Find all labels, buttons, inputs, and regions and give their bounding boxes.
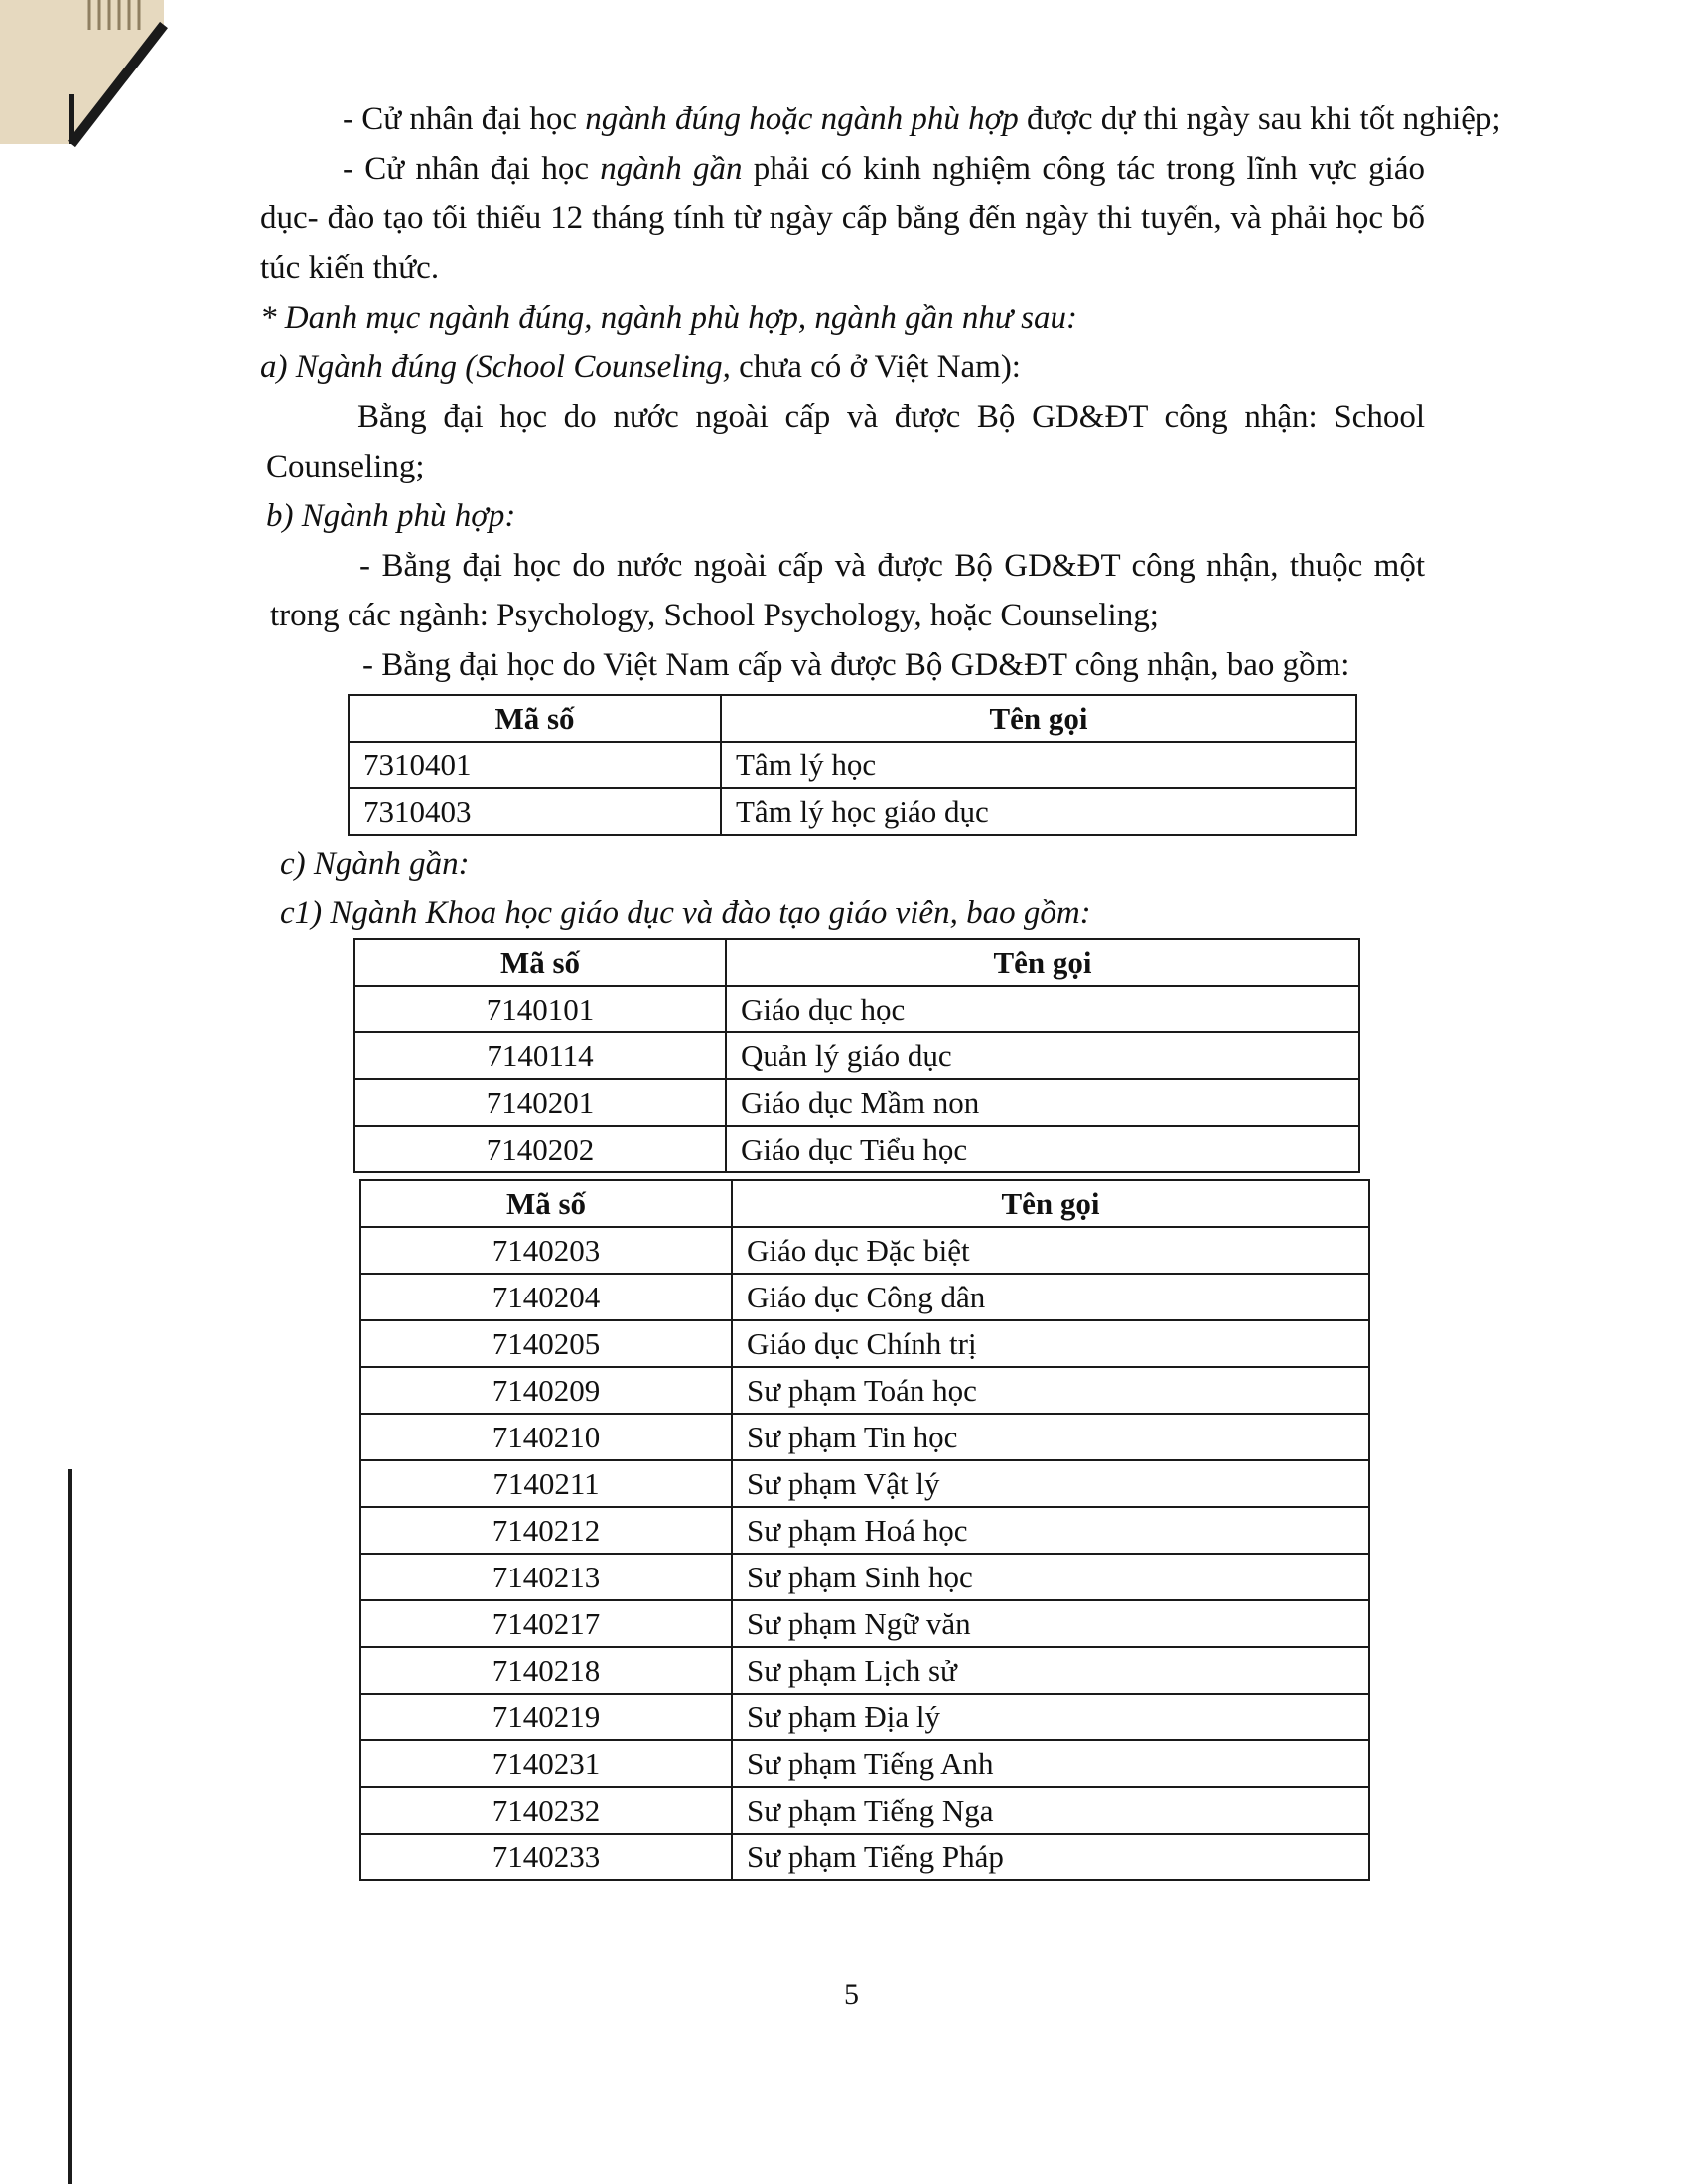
text-run: chưa có ở Việt Nam):	[730, 349, 1021, 385]
cell-code: 7140231	[360, 1740, 732, 1787]
cell-code: 7310401	[349, 742, 721, 788]
paragraph-line: dục- đào tạo tối thiểu 12 tháng tính từ ngày cấp bằng đến ngày thi tuyển, và phải học bổ	[260, 201, 1425, 236]
paragraph-line: Bằng đại học do nước ngoài cấp và được Bộ GD&ĐT công nhận: School	[357, 399, 1425, 435]
cell-name: Giáo dục Tiểu học	[726, 1126, 1359, 1172]
header-ten-goi: Tên gọi	[721, 695, 1356, 742]
table-c1-part2	[359, 1179, 1370, 1881]
cell-name: Sư phạm Địa lý	[732, 1694, 1369, 1740]
cell-code: 7140217	[360, 1600, 732, 1647]
cell-name: Sư phạm Sinh học	[732, 1554, 1369, 1600]
table-b	[348, 694, 1357, 836]
table-row	[360, 1740, 1369, 1787]
table-row	[360, 1554, 1369, 1600]
table-row	[360, 1694, 1369, 1740]
header-ten-goi: Tên gọi	[732, 1180, 1369, 1227]
text-run-italic: ngành đúng hoặc ngành phù hợp	[585, 101, 1019, 137]
table-header-row	[349, 695, 1356, 742]
table-row	[354, 1032, 1359, 1079]
table-row	[360, 1460, 1369, 1507]
section-c-heading: c) Ngành gần:	[280, 846, 470, 882]
paragraph-line: trong các ngành: Psychology, School Psychology, hoặc Counseling;	[270, 598, 1159, 633]
paragraph-line	[343, 99, 1501, 139]
cell-code: 7140203	[360, 1227, 732, 1274]
cell-code: 7140205	[360, 1320, 732, 1367]
cell-code: 7140232	[360, 1787, 732, 1834]
cell-name: Sư phạm Toán học	[732, 1367, 1369, 1414]
list-heading: * Danh mục ngành đúng, ngành phù hợp, ngành gần như sau:	[260, 300, 1078, 336]
text-run-italic: a) Ngành đúng (	[260, 349, 477, 385]
table-row	[360, 1600, 1369, 1647]
table-row	[360, 1227, 1369, 1274]
table-row	[360, 1787, 1369, 1834]
cell-code: 7140213	[360, 1554, 732, 1600]
cell-name: Tâm lý học	[721, 742, 1356, 788]
text-run-italic: ngành gần	[600, 151, 743, 187]
table-row	[360, 1414, 1369, 1460]
header-ma-so: Mã số	[349, 695, 721, 742]
cell-code: 7140101	[354, 986, 726, 1032]
cell-name: Sư phạm Tin học	[732, 1414, 1369, 1460]
table-row	[360, 1367, 1369, 1414]
cell-name: Giáo dục Đặc biệt	[732, 1227, 1369, 1274]
table-row	[360, 1320, 1369, 1367]
cell-name: Giáo dục Mầm non	[726, 1079, 1359, 1126]
cell-name: Tâm lý học giáo dục	[721, 788, 1356, 835]
text-run: - Cử nhân đại học	[343, 151, 601, 187]
cell-name: Sư phạm Ngữ văn	[732, 1600, 1369, 1647]
cell-code: 7140210	[360, 1414, 732, 1460]
cell-code: 7140211	[360, 1460, 732, 1507]
cell-name: Quản lý giáo dục	[726, 1032, 1359, 1079]
paragraph-line: túc kiến thức.	[260, 250, 440, 286]
cell-code: 7140114	[354, 1032, 726, 1079]
table-row	[360, 1834, 1369, 1880]
section-b-heading: b) Ngành phù hợp:	[266, 498, 516, 534]
cell-code: 7140209	[360, 1367, 732, 1414]
cell-name: Sư phạm Tiếng Nga	[732, 1787, 1369, 1834]
header-ten-goi: Tên gọi	[726, 939, 1359, 986]
cell-name: Sư phạm Tiếng Pháp	[732, 1834, 1369, 1880]
table-row	[349, 742, 1356, 788]
table-row	[360, 1507, 1369, 1554]
scan-corner-artifact	[0, 0, 169, 149]
cell-name: Sư phạm Vật lý	[732, 1460, 1369, 1507]
cell-code: 7140212	[360, 1507, 732, 1554]
table-header-row	[360, 1180, 1369, 1227]
text-run: được dự thi ngày sau khi tốt nghiệp;	[1018, 101, 1501, 137]
table-header-row	[354, 939, 1359, 986]
cell-code: 7310403	[349, 788, 721, 835]
cell-code: 7140201	[354, 1079, 726, 1126]
cell-code: 7140233	[360, 1834, 732, 1880]
paragraph-line	[343, 149, 1425, 189]
scan-edge-line	[68, 1469, 72, 2184]
cell-code: 7140202	[354, 1126, 726, 1172]
paragraph-line: - Bằng đại học do nước ngoài cấp và được Bộ GD&ĐT công nhận, thuộc một	[359, 548, 1425, 584]
table-row	[349, 788, 1356, 835]
cell-name: Sư phạm Hoá học	[732, 1507, 1369, 1554]
text-run: - Cử nhân đại học	[343, 101, 586, 137]
section-a-heading	[260, 347, 1021, 387]
paragraph-line: - Bằng đại học do Việt Nam cấp và được Bộ GD&ĐT công nhận, bao gồm:	[362, 647, 1350, 683]
cell-name: Sư phạm Tiếng Anh	[732, 1740, 1369, 1787]
cell-code: 7140219	[360, 1694, 732, 1740]
table-row	[354, 1079, 1359, 1126]
cell-name: Giáo dục Công dân	[732, 1274, 1369, 1320]
paragraph-line: Counseling;	[266, 449, 425, 484]
table-row	[354, 1126, 1359, 1172]
table-row	[354, 986, 1359, 1032]
cell-code: 7140204	[360, 1274, 732, 1320]
table-row	[360, 1647, 1369, 1694]
cell-name: Giáo dục học	[726, 986, 1359, 1032]
cell-name: Giáo dục Chính trị	[732, 1320, 1369, 1367]
header-ma-so: Mã số	[360, 1180, 732, 1227]
cell-name: Sư phạm Lịch sử	[732, 1647, 1369, 1694]
cell-code: 7140218	[360, 1647, 732, 1694]
table-row	[360, 1274, 1369, 1320]
text-run-italic: School Counseling,	[476, 349, 731, 385]
table-c1-part1	[353, 938, 1360, 1173]
header-ma-so: Mã số	[354, 939, 726, 986]
page-number: 5	[844, 1979, 859, 2011]
text-run: phải có kinh nghiệm công tác trong lĩnh vực giáo	[742, 151, 1426, 187]
section-c1-heading: c1) Ngành Khoa học giáo dục và đào tạo giáo viên, bao gồm:	[280, 895, 1091, 931]
